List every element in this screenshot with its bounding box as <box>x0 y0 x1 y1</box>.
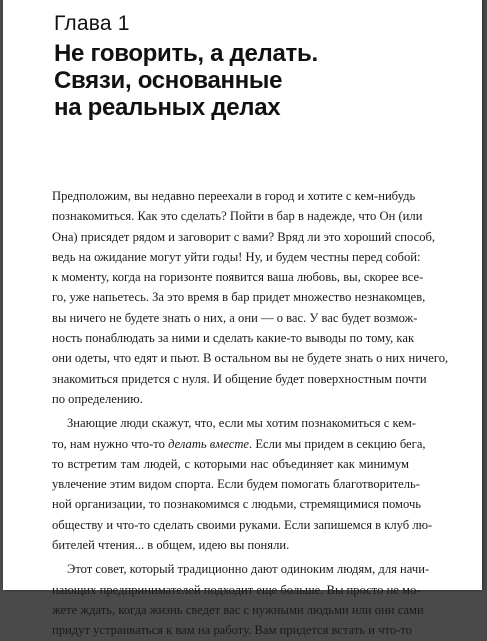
paragraph <box>52 559 430 640</box>
chapter-label: Глава 1 <box>54 12 130 35</box>
emphasis-text: делать вместе <box>168 436 250 451</box>
chapter-title-line: Не говорить, а делать. <box>54 40 318 67</box>
text-line: ность понаблюдать за ними и сделать какие-то выводы по тому, как <box>52 331 415 346</box>
body-text <box>52 186 449 641</box>
text-line: Предположим, вы недавно переехали в город и хотите с кем-нибудь <box>52 189 416 203</box>
text-line: нающих предпринимателей подходит еще больше. Вы просто не мо- <box>52 582 421 597</box>
text-line-mixed <box>52 434 426 454</box>
text-line: бителей чтения... в общем, идею вы поняли. <box>52 538 290 553</box>
text-line: го, уже напьетесь. За это время в бар придет множество незнакомцев, <box>52 290 426 305</box>
chapter-title <box>54 40 474 121</box>
text-fragment: то, нам нужно что-то <box>52 436 165 451</box>
chapter-title-line: на реальных делах <box>54 94 281 121</box>
text-line: жете ждать, когда жизнь сведет вас с нужными людьми или они сами <box>52 602 424 617</box>
text-line: ной организации, то познакомимся с людьми, стремящимися помочь <box>52 497 422 512</box>
book-page <box>3 0 482 638</box>
text-line: Знающие люди скажут, что, если мы хотим познакомиться с кем- <box>67 416 417 431</box>
text-line: знакомиться придется с нуля. И общение будет поверхностным почти <box>52 371 427 386</box>
text-line: обществу и что-то сделать своими руками. Если запишемся в клуб лю- <box>52 517 433 532</box>
paragraph <box>52 413 433 555</box>
text-line: они одеты, что едят и пьют. В остальном вы не будете знать о них ничего, <box>52 351 449 366</box>
text-line: познакомиться. Как это сделать? Пойти в бар в надежде, что Он (или <box>52 209 423 224</box>
text-line: Этот совет, который традиционно дают одиноким людям, для начи- <box>67 562 430 577</box>
text-line: Она) присядет рядом и заговорит с вами? Вряд ли это хороший способ, <box>52 229 436 244</box>
text-line: к моменту, когда на горизонте появится ваша любовь, вы, скорее все- <box>52 270 424 285</box>
paragraph <box>52 186 449 409</box>
text-line: вы ничего не будете знать о них, а они — о вас. У вас будет возмож- <box>52 310 418 325</box>
text-fragment: . Если мы придем в секцию бега, <box>249 436 426 451</box>
text-line: то встретим там людей, с которыми нас объединяет как минимум <box>52 456 409 471</box>
text-line: по определению. <box>52 391 143 406</box>
text-line: ведь на ожидание могут уйти годы! Ну, и будем честны перед собой: <box>52 249 421 264</box>
text-line: увлечение этим видом спорта. Если будем помогать благотворитель- <box>52 477 420 492</box>
text-line: придут устраиваться к вам на работу. Вам придется встать и что-то <box>52 623 412 638</box>
chapter-title-line: Связи, основанные <box>54 67 283 94</box>
